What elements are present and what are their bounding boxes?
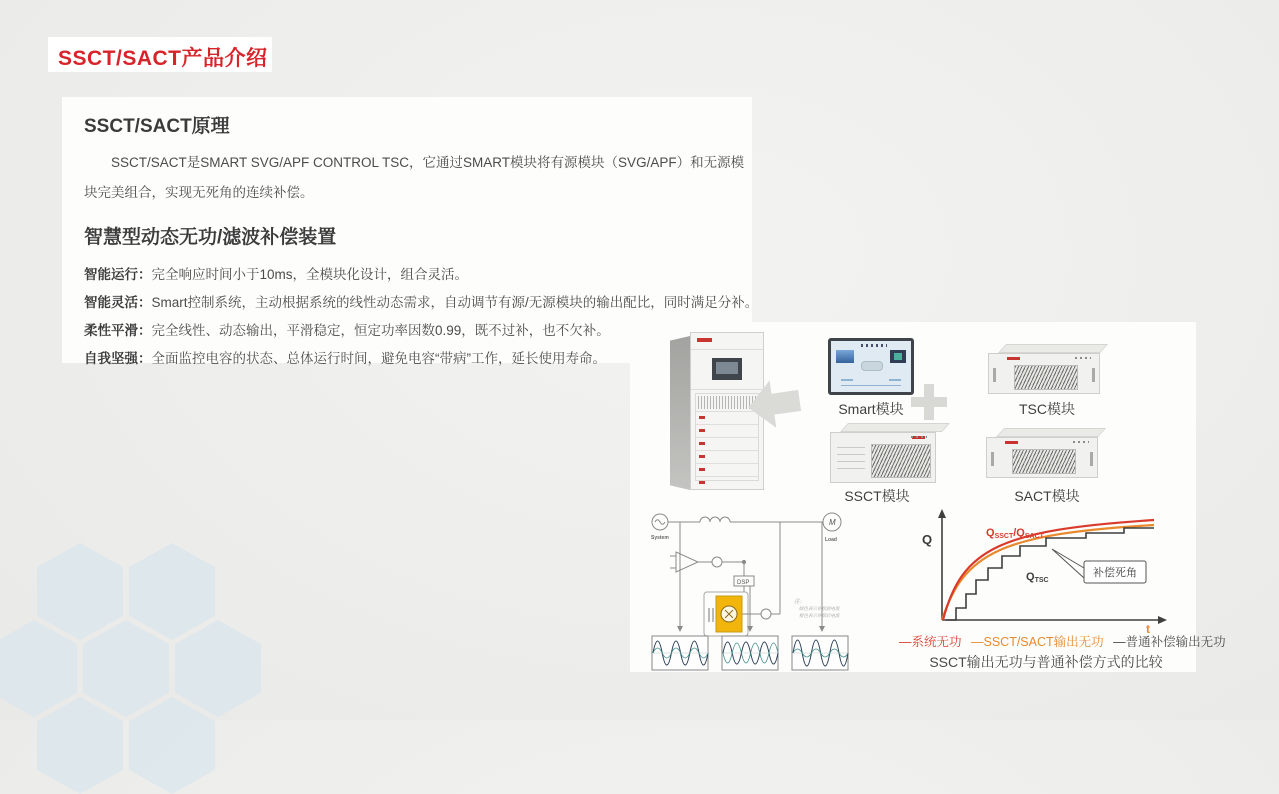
vent-grille — [1014, 365, 1078, 390]
x-axis-arrow — [1158, 616, 1167, 624]
legend-item-system: —系统无功 — [899, 635, 962, 649]
circuit-diagram — [648, 508, 858, 672]
compensation-chart — [902, 508, 1192, 634]
y-axis-arrow — [938, 509, 946, 518]
smart-module-image — [828, 338, 914, 395]
feature-row — [84, 261, 752, 289]
feature-label: 柔性平滑： — [84, 323, 152, 338]
brand-logo — [1007, 357, 1020, 360]
feature-label: 智能灵活： — [84, 295, 152, 310]
feature-text: 完全响应时间小于10ms，全模块化设计，组合灵活。 — [151, 267, 469, 282]
waveform-scope — [722, 636, 778, 670]
feature-row — [84, 289, 759, 317]
brand-logo — [1005, 441, 1018, 444]
principle-heading: SSCT/SACT原理 — [84, 116, 230, 137]
feature-text: 全面监控电容的状态、总体运行时间，避免电容“带病”工作，延长使用寿命。 — [151, 351, 606, 366]
circuit-note: 注： — [794, 599, 806, 605]
vent-grille — [698, 396, 756, 409]
module-slot — [696, 463, 758, 476]
feature-label: 智能运行： — [84, 267, 152, 282]
hexagon — [129, 543, 215, 640]
chart-caption: SSCT输出无功与普通补偿方式的比较 — [929, 654, 1163, 670]
cabinet-image — [670, 332, 766, 494]
principle-paragraph: SSCT/SACT是SMART SVG/APF CONTROL TSC，它通过SMART模块将有源模块（SVG/APF）和无源模块完美组合，实现无死角的连续补偿。 — [84, 155, 745, 200]
sact-module-image — [986, 428, 1104, 480]
x-axis-label: t — [1146, 622, 1150, 634]
qssct-qsact-label: QSSCT/QSACT — [986, 527, 1044, 540]
module-slot — [696, 424, 758, 437]
slide-title-chip — [48, 37, 272, 72]
figures-panel — [630, 322, 1226, 672]
smart-module-label: Smart模块 — [838, 401, 904, 417]
system-label: System — [651, 535, 669, 541]
waveform-scope — [792, 636, 848, 670]
motor-letter: M — [829, 518, 836, 527]
legend-item-ssct: —SSCT/SACT输出无功 — [971, 635, 1104, 649]
feature-text: 完全线性、动态输出，平滑稳定，恒定功率因数0.99，既不过补，也不欠补。 — [151, 323, 610, 338]
circuit-note: 橙色表示补偿后电流 — [799, 613, 840, 618]
cabinet-front — [690, 332, 764, 490]
dsp-label: DSP — [737, 580, 750, 586]
hexagon — [83, 620, 169, 717]
device-heading: 智慧型动态无功/滤波补偿装置 — [84, 227, 337, 248]
feature-label: 自我坚强： — [84, 351, 152, 366]
y-axis-label: Q — [922, 532, 933, 547]
load-label: Load — [825, 537, 837, 543]
slide-title: SSCT/SACT产品介绍 — [58, 47, 268, 70]
feature-text: Smart控制系统，主动根据系统的线性动态需求，自动调节有源/无源模块的输出配比，同时满足分补。 — [151, 295, 759, 310]
legend-item-normal: —普通补偿输出无功 — [1113, 635, 1226, 649]
ssct-module-label: SSCT模块 — [844, 488, 910, 504]
arrowhead — [677, 626, 683, 632]
module-slot — [696, 437, 758, 450]
waveform-scope — [652, 636, 708, 670]
circuit-note: 绿色表示补偿前电流 — [799, 606, 840, 611]
cabinet-side — [670, 336, 690, 490]
sact-module-label: SACT模块 — [1014, 488, 1080, 504]
module-slot — [696, 476, 758, 489]
vent-grille — [1012, 449, 1076, 474]
tsc-module-label: TSC模块 — [1019, 401, 1075, 417]
callout-line — [1052, 549, 1084, 578]
amplifier-icon — [676, 552, 698, 572]
ssct-module-image — [830, 423, 942, 485]
arrowhead — [819, 626, 825, 632]
hexagon — [37, 543, 123, 640]
deadzone-label: 补偿死角 — [1093, 567, 1137, 579]
hexagon — [175, 620, 261, 717]
hexagon — [37, 697, 123, 794]
cabinet-display — [712, 358, 742, 380]
vent-grille — [871, 444, 931, 478]
chart-legend — [896, 632, 1226, 650]
module-slot — [696, 450, 758, 463]
tsc-module-image — [988, 344, 1106, 396]
hexagon — [0, 620, 77, 717]
module-slot — [696, 411, 758, 424]
brand-logo — [697, 338, 712, 342]
inductor-icon — [700, 517, 730, 522]
hexagon — [129, 697, 215, 794]
qtsc-label: QTSC — [1026, 571, 1049, 584]
